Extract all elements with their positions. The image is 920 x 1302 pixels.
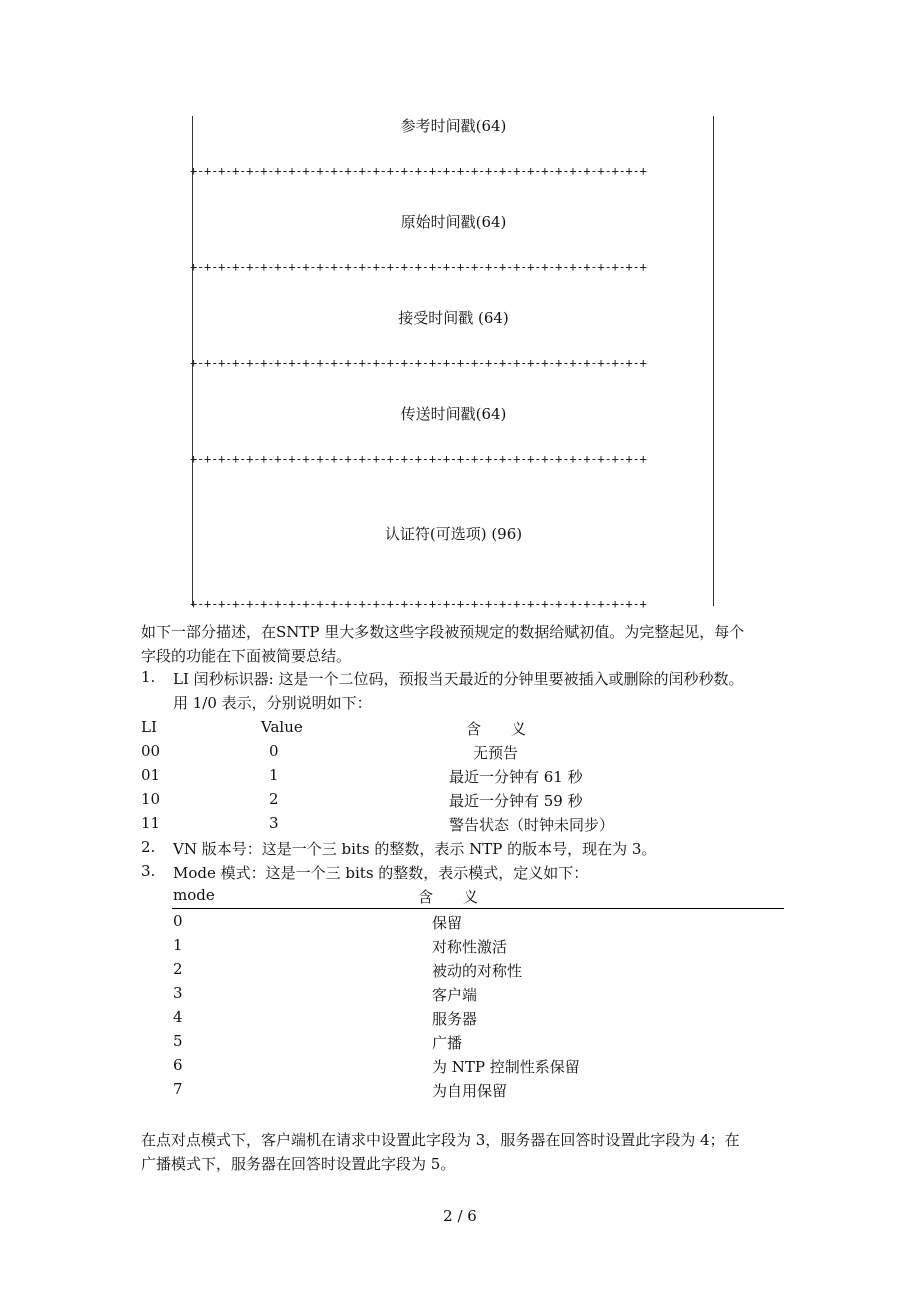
field-receive-timestamp: 接受时间戳 (64) xyxy=(398,309,509,327)
li-code: 01 xyxy=(141,766,161,784)
mode-value: 6 xyxy=(173,1056,183,1074)
field-originate-timestamp: 原始时间戳(64) xyxy=(400,213,507,231)
mode-meaning: 为自用保留 xyxy=(432,1082,508,1100)
li-header: LI xyxy=(141,718,157,736)
li-description: LI 闰秒标识器: 这是一个二位码，预报当天最近的分钟里要被插入或删除的闰秒秒数。 xyxy=(173,670,744,688)
mode-meaning: 广播 xyxy=(432,1034,463,1052)
diagram-separator: +-+-+-+-+-+-+-+-+-+-+-+-+-+-+-+-+-+-+-+-+-+-+-+-+-+-+-+-+-+-+-+-+ xyxy=(190,452,647,466)
li-value: 0 xyxy=(269,742,279,760)
mode-meaning: 被动的对称性 xyxy=(432,962,523,980)
mode-meaning: 对称性激活 xyxy=(432,938,508,956)
field-reference-timestamp: 参考时间戳(64) xyxy=(400,117,507,135)
meaning-header: 含 义 xyxy=(466,720,527,738)
li-code: 10 xyxy=(141,790,161,808)
mode-value: 2 xyxy=(173,960,183,978)
field-transmit-timestamp: 传送时间戳(64) xyxy=(400,405,507,423)
mode-header: mode xyxy=(173,886,215,904)
mode-value: 3 xyxy=(173,984,183,1002)
item-number: 3. xyxy=(141,862,156,880)
closing-line: 广播模式下，服务器在回答时设置此字段为 5。 xyxy=(141,1155,456,1173)
table-header-rule xyxy=(172,908,784,909)
mode-meaning-header: 含 义 xyxy=(418,888,479,906)
intro-line: 字段的功能在下面被简要总结。 xyxy=(141,647,352,665)
li-code: 11 xyxy=(141,814,161,832)
li-meaning: 最近一分钟有 59 秒 xyxy=(449,792,583,810)
li-value: 1 xyxy=(269,766,279,784)
closing-line: 在点对点模式下，客户端机在请求中设置此字段为 3，服务器在回答时设置此字段为 4；在 xyxy=(141,1131,740,1149)
mode-value: 4 xyxy=(173,1008,183,1026)
intro-line: 如下一部分描述，在SNTP 里大多数这些字段被预规定的数据给赋初值。为完整起见，每个 xyxy=(141,623,745,641)
mode-value: 1 xyxy=(173,936,183,954)
diagram-separator: +-+-+-+-+-+-+-+-+-+-+-+-+-+-+-+-+-+-+-+-+-+-+-+-+-+-+-+-+-+-+-+-+ xyxy=(190,597,647,611)
mode-meaning: 服务器 xyxy=(432,1010,478,1028)
li-meaning: 最近一分钟有 61 秒 xyxy=(449,768,583,786)
item-number: 2. xyxy=(141,838,156,856)
mode-description: Mode 模式：这是一个三 bits 的整数，表示模式，定义如下： xyxy=(173,864,589,882)
mode-meaning: 客户端 xyxy=(432,986,478,1004)
diagram-separator: +-+-+-+-+-+-+-+-+-+-+-+-+-+-+-+-+-+-+-+-+-+-+-+-+-+-+-+-+-+-+-+-+ xyxy=(190,356,647,370)
li-description-cont: 用 1/0 表示，分别说明如下： xyxy=(173,694,372,712)
li-value: 2 xyxy=(269,790,279,808)
intro-paragraph xyxy=(141,620,786,668)
li-meaning: 警告状态（时钟未同步） xyxy=(449,816,615,834)
vn-description: VN 版本号：这是一个三 bits 的整数，表示 NTP 的版本号，现在为 3。 xyxy=(173,840,657,858)
mode-value: 0 xyxy=(173,912,183,930)
mode-value: 7 xyxy=(173,1080,183,1098)
closing-paragraph xyxy=(141,1128,786,1176)
field-authenticator: 认证符(可选项) (96) xyxy=(384,525,523,543)
diagram-separator: +-+-+-+-+-+-+-+-+-+-+-+-+-+-+-+-+-+-+-+-+-+-+-+-+-+-+-+-+-+-+-+-+ xyxy=(190,260,647,274)
item-number: 1. xyxy=(141,668,156,686)
li-meaning: 无预告 xyxy=(473,744,519,762)
li-code: 00 xyxy=(141,742,161,760)
page-number: 2 / 6 xyxy=(443,1207,477,1225)
li-value: 3 xyxy=(269,814,279,832)
mode-meaning: 保留 xyxy=(432,914,463,932)
diagram-separator: +-+-+-+-+-+-+-+-+-+-+-+-+-+-+-+-+-+-+-+-+-+-+-+-+-+-+-+-+-+-+-+-+ xyxy=(190,164,647,178)
value-header: Value xyxy=(261,718,303,736)
mode-meaning: 为 NTP 控制性系保留 xyxy=(432,1058,580,1076)
mode-value: 5 xyxy=(173,1032,183,1050)
